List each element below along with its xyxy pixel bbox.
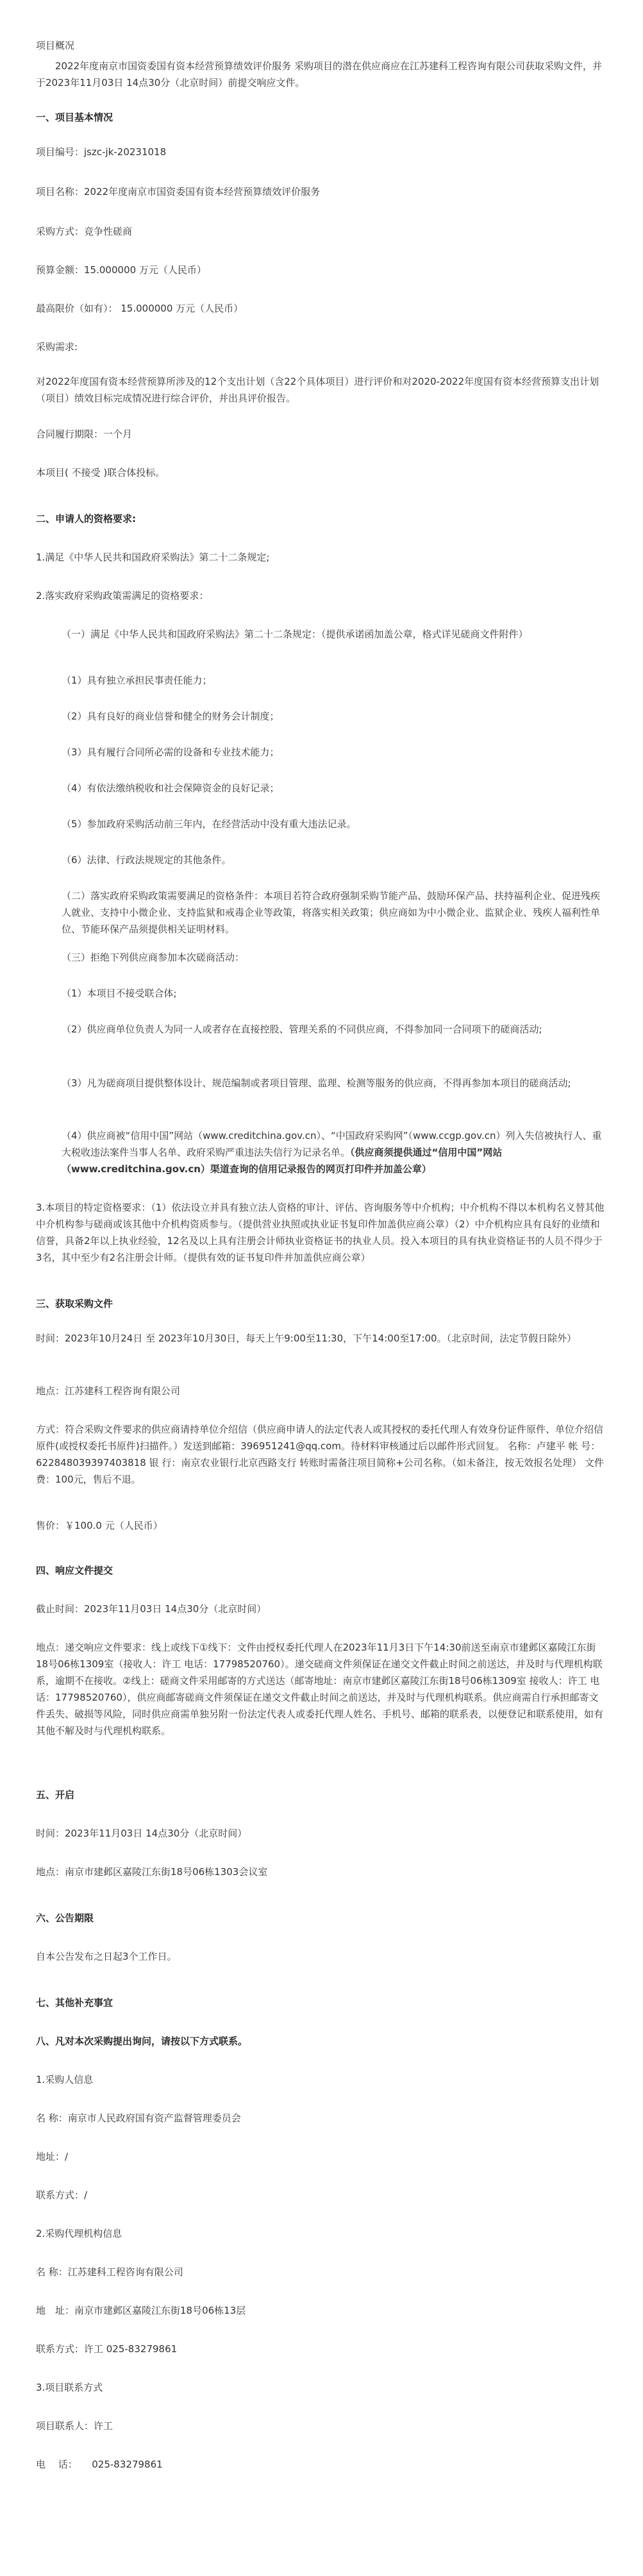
condition-3: （3）具有履行合同所必需的设备和专业技术能力；	[62, 746, 280, 758]
condition-5: （5）参加政府采购活动前三年内，在经营活动中没有重大违法记录。	[62, 818, 356, 830]
requirements-text: 对2022年度国有资本经营预算所涉及的12个支出计划（含22个具体项目）进行评价和对2020-2022年度国有资本经营预算支出计划（项目）绩效目标完成情况进行综合评价，并出具评价报告。	[36, 376, 599, 404]
consortium-note: 本项目( 不接受 )联合体投标。	[36, 467, 165, 478]
submission-place: 地点：递交响应文件要求：线上或线下①线下：文件由授权委托代理人在2023年11月3日下午14:30前送至南京市建邺区嘉陵江东街18号06栋1309室（接收人：许工 电话：17798520760）。递交磋商文件须保证在递交文件截止时间之前送达，并及时与代理机构联系，逾期不在接收。②线上：磋商文件采用邮寄的方式送达（邮寄地址：南京市建邺区嘉陵江东街18号06栋1309室 接收人：许工 电话：17798520760），供应商邮寄磋商文件须保证在递交文件截止时间之前送达，并及时与代理机构联系。供应商需自行承担邮寄文件丢失、破损等风险，同时供应商需单独另附一份法定代表人或委托代理人姓名、手机号、邮箱的联系表，以便登记和联系使用，如有其他不解及时与代理机构联系。	[36, 1642, 604, 1737]
submission-deadline: 截止时间：2023年11月03日 14点30分（北京时间）	[36, 1603, 267, 1615]
overview-title: 项目概况	[36, 40, 75, 51]
condition-2: （2）具有良好的商业信誉和健全的财务会计制度；	[62, 711, 280, 722]
qualification-sub-2: （二）落实政府采购政策需要满足的资格条件：本项目若符合政府强制采购节能产品、鼓励环保产品、扶持福利企业、促进残疾人就业、支持中小微企业、支持监狱和戒毒企业等政策，将落实相关政策；供应商如为中小微企业、监狱企业、残疾人福利性单位、节能环保产品须提供相关证明材料。	[62, 890, 601, 935]
section-7-heading: 七、其他补充事宜	[36, 1997, 113, 2008]
section-8-heading: 八、凡对本次采购提出询问，请按以下方式联系。	[36, 2035, 248, 2047]
condition-4: （4）有依法缴纳税收和社会保障资金的良好记录；	[62, 782, 280, 794]
section-5-heading: 五、开启	[36, 1789, 75, 1801]
rejection-1: （1）本项目不接受联合体;	[62, 988, 177, 999]
agency-contact: 联系方式：许工 025-83279861	[36, 2343, 178, 2355]
rejection-2: （2）供应商单位负责人为同一人或者存在直接控股、管理关系的不同供应商，不得参加同一合同项下的磋商活动;	[62, 1023, 542, 1035]
overview-part3: 前提交响应文件。	[228, 77, 305, 88]
project-number: 项目编号：jszc-jk-20231018	[36, 146, 167, 158]
overview-agency: 江苏建科工程咨询有限公司	[409, 60, 525, 72]
procurement-method: 采购方式：竞争性磋商	[36, 226, 133, 237]
section-2-heading: 二、申请人的资格要求:	[36, 513, 136, 525]
agency-title: 2.采购代理机构信息	[36, 2228, 122, 2239]
qualification-sub-1: （一）满足《中华人民共和国政府采购法》第二十二条规定：（提供承诺函加盖公章，格式详见磋商文件附件）	[62, 628, 528, 640]
opening-place: 地点：南京市建邺区嘉陵江东街18号06栋1303会议室	[36, 1866, 268, 1878]
acquisition-method: 方式：符合采购文件要求的供应商请持单位介绍信（供应商申请人的法定代表人或其授权的委托代理人有效身份证件原件、单位介绍信原件(或授权委托书原件)扫描件。）发送到邮箱：396951241@qq.com。待材料审核通过后以邮件形式回复。 名称：卢建平 帐 号：622848039397403818 银 行：南京农业银行北京西路支行 转账时需备注项目简称+公司名称。（如未备注，按无效报名处理） 文件费：100元，售后不退。	[36, 1424, 604, 1485]
announcement-period: 自本公告发布之日起3个工作日。	[36, 1951, 177, 1962]
overview-deadline: 2023年11月03日 14点30分（北京时间）	[46, 77, 228, 88]
overview-part2: 获取采购文件，并于	[36, 60, 602, 88]
overview-part1: 2022年度南京市国资委国有资本经营预算绩效评价服务 采购项目的潜在供应商应在	[55, 60, 410, 72]
buyer-address: 地址：/	[36, 2151, 69, 2162]
agency-address: 地 址：南京市建邺区嘉陵江东街18号06栋13层	[36, 2305, 246, 2316]
project-contact-person: 项目联系人：许工	[36, 2420, 113, 2432]
acquisition-time: 时间：2023年10月24日 至 2023年10月30日，每天上午9:00至11:30，下午14:00至17:00。（北京时间，法定节假日除外）	[36, 1333, 577, 1344]
overview-paragraph	[36, 58, 606, 91]
document-price: 售价：￥100.0 元（人民币）	[36, 1520, 163, 1531]
rejection-3: （3）凡为磋商项目提供整体设计、规范编制或者项目管理、监理、检测等服务的供应商，不得再参加本项目的磋商活动;	[62, 1077, 571, 1089]
qualification-item-1: 1.满足《中华人民共和国政府采购法》第二十二条规定;	[36, 551, 270, 563]
rejection-4-text: （4）供应商被“信用中国”网站（www.creditchina.gov.cn）、“中国政府采购网”（www.ccgp.gov.cn）列入失信被执行人、重大税收违法案件当事人名单、政府采购严重违法失信行为记录名单。	[62, 1130, 602, 1158]
opening-time: 时间：2023年11月03日 14点30分（北京时间）	[36, 1828, 247, 1839]
section-1-heading: 一、项目基本情况	[36, 112, 113, 123]
rejection-4-bold: （供应商须提供通过“信用中国”网站（www.creditchina.gov.cn）渠道查询的信用记录报告的网页打印件并加盖公章）	[62, 1147, 503, 1175]
section-4-heading: 四、响应文件提交	[36, 1565, 113, 1576]
project-contact-title: 3.项目联系方式	[36, 2382, 103, 2393]
condition-1: （1）具有独立承担民事责任能力；	[62, 675, 212, 686]
project-name: 项目名称：2022年度南京市国资委国有资本经营预算绩效评价服务	[36, 186, 321, 198]
qualification-item-3: 3.本项目的特定资格要求：（1）依法设立并具有独立法人资格的审计、评估、咨询服务等中介机构；中介机构不得以本机构名义替其他中介机构参与磋商或该其他中介机构资质参与。（提供营业执照或执业证书复印件加盖供应商公章）（2）中介机构应具有良好的业绩和信誉，具备2年以上执业经验，12名及以上具有注册会计师执业资格证书的执业人员。投入本项目的具有执业资格证书的人员不得少于3名，其中至少有2名注册会计师。（提供有效的证书复印件并加盖供应商公章）	[36, 1202, 605, 1263]
buyer-contact: 联系方式：/	[36, 2189, 88, 2201]
budget-amount: 预算金额：15.000000 万元（人民币）	[36, 264, 206, 276]
acquisition-place: 地点：江苏建科工程咨询有限公司	[36, 1385, 181, 1397]
requirements-label: 采购需求:	[36, 341, 78, 353]
buyer-title: 1.采购人信息	[36, 2074, 94, 2085]
contract-period: 合同履行期限：一个月	[36, 428, 133, 440]
qualification-item-2: 2.落实政府采购政策需满足的资格要求：	[36, 590, 209, 602]
section-3-heading: 三、获取采购文件	[36, 1298, 113, 1309]
section-6-heading: 六、公告期限	[36, 1912, 94, 1924]
buyer-name: 名 称：南京市人民政府国有资产监督管理委员会	[36, 2112, 241, 2124]
max-price: 最高限价（如有）： 15.000000 万元（人民币）	[36, 303, 244, 314]
agency-name: 名 称：江苏建科工程咨询有限公司	[36, 2266, 183, 2278]
project-contact-phone: 电 话： 025-83279861	[36, 2459, 163, 2470]
condition-6: （6）法律、行政法规规定的其他条件。	[62, 854, 231, 866]
qualification-sub-3: （三）拒绝下列供应商参加本次磋商活动：	[62, 952, 245, 963]
rejection-4	[62, 1127, 606, 1177]
